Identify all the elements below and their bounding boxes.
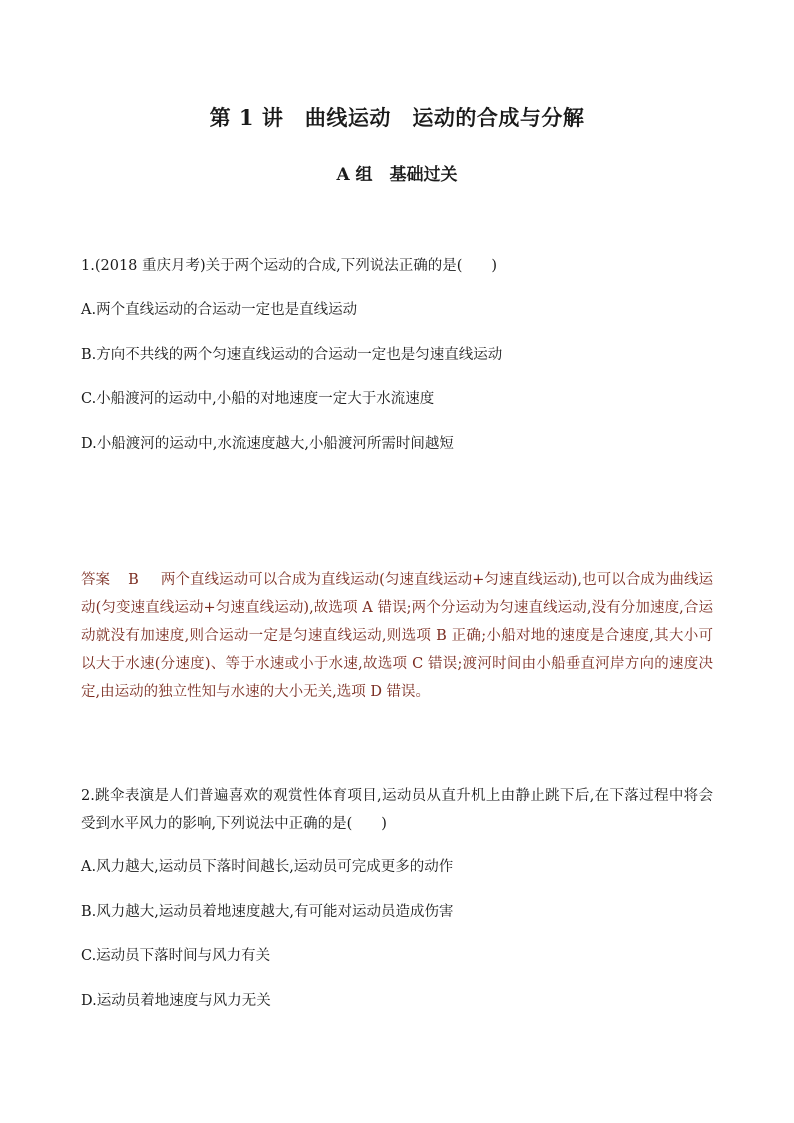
question-1-option-a: A.两个直线运动的合运动一定也是直线运动 bbox=[81, 302, 358, 318]
question-2-option-d: D.运动员着地速度与风力无关 bbox=[81, 993, 271, 1009]
question-1-option-c: C.小船渡河的运动中,小船的对地速度一定大于水流速度 bbox=[81, 391, 435, 407]
answer-label: 答案 bbox=[81, 572, 111, 588]
question-1-answer bbox=[81, 566, 713, 706]
lesson-title: 第 1 讲 曲线运动 运动的合成与分解 bbox=[209, 105, 585, 130]
question-1-stem: 1.(2018 重庆月考)关于两个运动的合成,下列说法正确的是( ) bbox=[81, 258, 498, 274]
group-subtitle: A 组 基础过关 bbox=[336, 165, 458, 185]
question-2-option-b: B.风力越大,运动员着地速度越大,有可能对运动员造成伤害 bbox=[81, 904, 454, 920]
question-2-stem: 2.跳伞表演是人们普遍喜欢的观赏性体育项目,运动员从直升机上由静止跳下后,在下落过程中将会受到水平风力的影响,下列说法中正确的是( ) bbox=[81, 788, 713, 832]
question-2-option-a: A.风力越大,运动员下落时间越长,运动员可完成更多的动作 bbox=[81, 859, 454, 875]
answer-letter: B bbox=[128, 572, 139, 588]
question-1-option-d: D.小船渡河的运动中,水流速度越大,小船渡河所需时间越短 bbox=[81, 436, 454, 452]
question-1-option-b: B.方向不共线的两个匀速直线运动的合运动一定也是匀速直线运动 bbox=[81, 347, 503, 363]
question-2-option-c: C.运动员下落时间与风力有关 bbox=[81, 948, 271, 964]
answer-explanation: 两个直线运动可以合成为直线运动(匀速直线运动+匀速直线运动),也可以合成为曲线运动(匀变速直线运动+匀速直线运动),故选项 A 错误;两个分运动为匀速直线运动,没有分加速度,合运动就没有加速度,则合运动一定是匀速直线运动,则选项 B 正确;小船对地的速度是合速度,其大小可以大于水速(分速度)、等于水速或小于水速,故选项 C 错误;渡河时间由小船垂直河岸方向的速度决定,由运动的独立性知与水速的大小无关,选项 D 错误。 bbox=[81, 572, 714, 700]
